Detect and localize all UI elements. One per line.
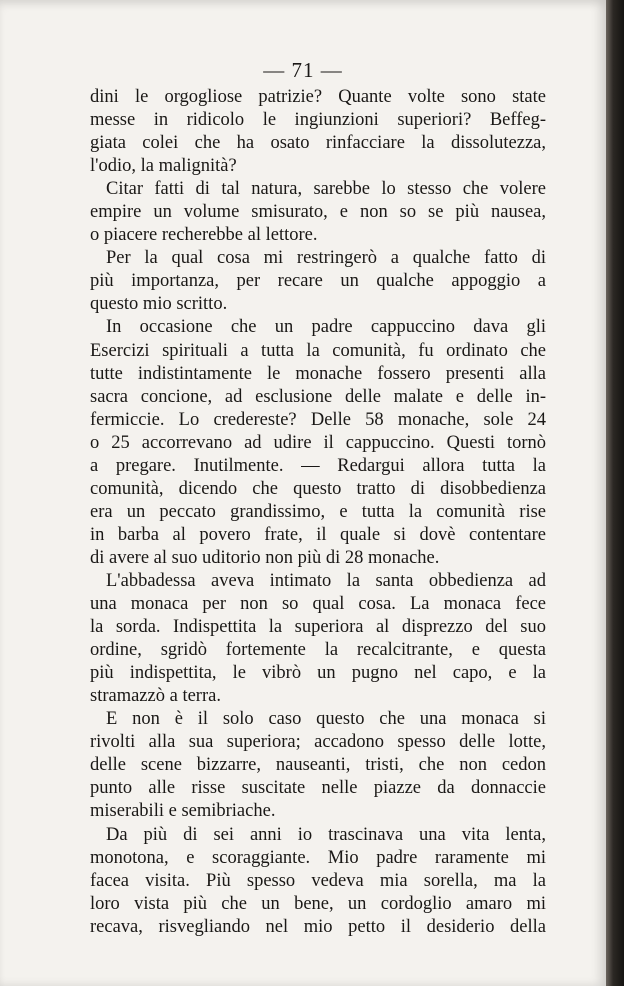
text-line: più indispettita, le vibrò un pugno nel capo, e la (90, 663, 546, 684)
text-line: monotona, e scoraggiante. Mio padre raramente mi (90, 847, 546, 868)
paragraph (90, 178, 546, 247)
text-line: delle scene bizzarre, nauseanti, tristi, che non cedon (90, 755, 546, 776)
text-line: in barba al povero frate, il quale si dovè contentare (90, 524, 546, 545)
text-line: o 25 accorrevano ad udire il cappuccino. Questi tornò (90, 432, 546, 453)
text-line: messe in ridicolo le ingiunzioni superiori? Beffeg- (90, 110, 546, 131)
text-line: comunità, dicendo che questo tratto di disobbedienza (90, 478, 546, 499)
text-line: più importanza, per recare un qualche appoggio a (90, 271, 546, 292)
text-line: una monaca per non so qual cosa. La monaca fece (90, 594, 546, 615)
text-line: In occasione che un padre cappuccino dava gli (106, 317, 546, 338)
book-gutter (606, 0, 624, 986)
text-line: facea visita. Più spesso vedeva mia sorella, ma la (90, 870, 546, 891)
text-line: questo mio scritto. (90, 294, 228, 315)
text-line: Per la qual cosa mi restringerò a qualche fatto di (106, 248, 546, 269)
text-line: di avere al suo uditorio non più di 28 monache. (90, 547, 440, 568)
text-line: o piacere recherebbe al lettore. (90, 225, 318, 246)
text-line: stramazzò a terra. (90, 686, 221, 707)
paragraph (90, 824, 546, 939)
text-line: dini le orgogliose patrizie? Quante volte sono state (90, 87, 546, 107)
text-line: Citar fatti di tal natura, sarebbe lo stesso che volere (106, 179, 546, 200)
text-line: a pregare. Inutilmente. — Redargui allora tutta la (90, 455, 546, 476)
text-line: la sorda. Indispettita la superiora al disprezzo del suo (90, 617, 546, 638)
paragraph (90, 316, 546, 570)
text-line: l'odio, la malignità? (90, 156, 237, 177)
paragraph (90, 708, 546, 823)
text-line: miserabili e semibriache. (90, 801, 276, 822)
text-line: recava, risvegliando nel mio petto il desiderio della (90, 916, 546, 937)
text-line: punto alle risse suscitate nelle piazze da donnaccie (90, 778, 546, 799)
text-line: giata colei che ha osato rinfacciare la dissolutezza, (90, 133, 546, 154)
text-line: era un peccato grandissimo, e tutta la comunità rise (90, 501, 546, 522)
text-line: loro vista più che un bene, un cordoglio amaro mi (90, 893, 546, 914)
text-line: empire un volume smisurato, e non so se più nausea, (90, 202, 546, 223)
paragraph (90, 86, 546, 178)
text-line: L'abbadessa aveva intimato la santa obbedienza ad (106, 570, 546, 591)
paragraph (90, 247, 546, 316)
text-line: sacra concione, ad esclusione delle malate e delle in- (90, 386, 546, 407)
text-line: rivolti alla sua superiora; accadono spesso delle lotte, (90, 732, 546, 753)
text-line: Da più di sei anni io trascinava una vita lenta, (106, 824, 546, 845)
paragraph (90, 570, 546, 708)
text-line: Esercizi spirituali a tutta la comunità, fu ordinato che (90, 340, 546, 361)
body-text (90, 86, 546, 939)
text-line: tutte indistintamente le monache fossero presenti alla (90, 363, 546, 384)
text-line: E non è il solo caso questo che una monaca si (106, 709, 546, 730)
page-number: — 71 — (263, 58, 343, 82)
text-line: fermiccie. Lo credereste? Delle 58 monache, sole 24 (90, 409, 546, 430)
text-line: ordine, sgridò fortemente la recalcitrante, e questa (90, 640, 546, 661)
